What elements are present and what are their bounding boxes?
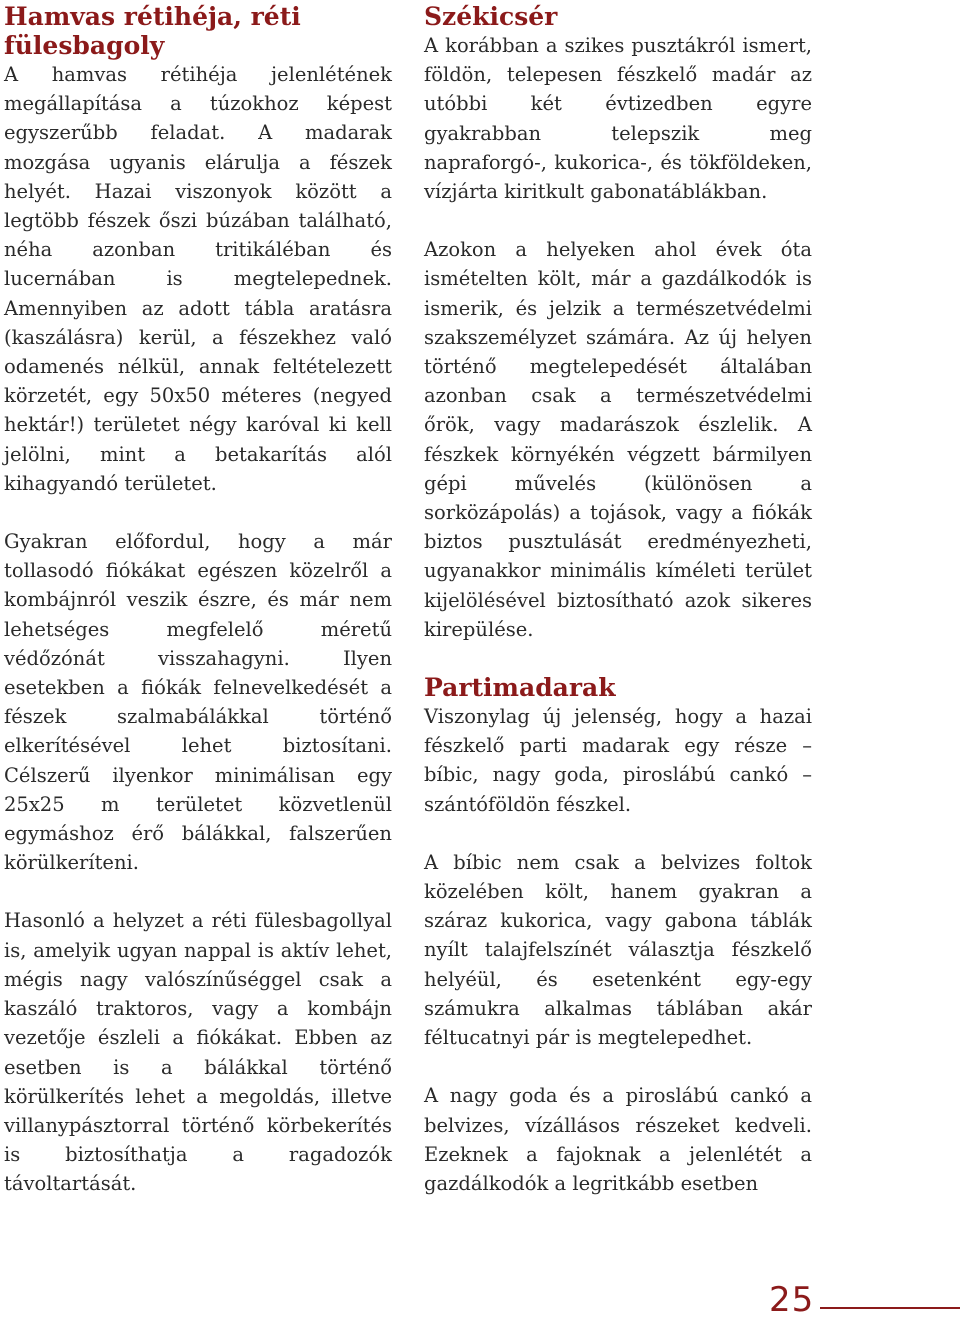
footer-rule	[820, 1307, 960, 1309]
paragraph: A bíbic nem csak a belvizes foltok közelében költ, hanem gyakran a száraz kukorica, vagy gabona táblák nyílt talajfelszínét választja fészkelő helyéül, és esetenként egy-egy számukra alkalmas táblában akár féltucatnyi pár is megtelepedhet.	[424, 850, 812, 1050]
paragraph: Azokon a helyeken ahol évek óta ismételten költ, már a gazdálkodók is ismerik, és jelzik a természetvédelmi szakszemélyzet számára. Az új helyen történő megtelepedését általában azonban csak a természetvédelmi őrök, vagy madarászok észlelik. A fészkek környékén végzett bármilyen gépi művelés (különösen a sorközápolás) a tojások, vagy a fiókák biztos pusztulását eredményezheti, ugyanakkor minimális kíméleti terület kijelölésével biztosítható azok sikeres kirepülése.	[424, 238, 812, 641]
section-heading-hamvas-retiheja: Hamvas rétihéja, réti fülesbagoly	[4, 2, 301, 60]
paragraph: Hasonló a helyzet a réti fülesbagollyal is, amelyik ugyan nappal is aktív lehet, mégis nagy valószínűséggel csak a kaszáló traktoros, vagy a kombájn vezetője észleli a fiókákat. Ebben az esetben is a bálákkal történő körülkerítés lehet a megoldás, illetve villanypásztorral történő körbekerítés is biztosíthatja a ragadozók távoltartását.	[4, 909, 392, 1196]
paragraph: A nagy goda és a piroslábú cankó a belvizes, vízállásos részeket kedveli. Ezeknek a fajoknak a jelenlétét a gazdálkodók a legritkább esetben	[424, 1084, 812, 1195]
paragraph: A korábban a szikes pusztákról ismert, földön, telepesen fészkelő madár az utóbbi két évtizedben egyre gyakrabban telepszik meg napraforgó-, kukorica-, és tökföldeken, vízjárta kiritkult gabonatáblákban.	[424, 34, 812, 204]
paragraph: Viszonylag új jelenség, hogy a hazai fészkelő parti madarak egy része – bíbic, nagy goda, piroslábú cankó – szántóföldön fészkel.	[424, 705, 812, 816]
paragraph: Gyakran előfordul, hogy a már tollasodó fiókákat egészen közelről a kombájnról veszik észre, és már nem lehetséges megfelelő méretű védőzónát visszahagyni. Ilyen esetekben a fiókák felnevelkedését a fészek szalmabálákkal történő elkerítésével lehet biztosítani. Célszerű ilyenkor minimálisan egy 25x25 m területet közvetlenül egymáshoz érő bálákkal, falszerűen körülkeríteni.	[4, 530, 392, 875]
section-heading-szekicser: Székicsér	[424, 2, 558, 31]
paragraph: A hamvas rétihéja jelenlétének megállapítása a túzokhoz képest egyszerűbb feladat. A madarak mozgása ugyanis elárulja a fészek helyét. Hazai viszonyok között a legtöbb fészek őszi búzában található, néha azonban tritikáléban és lucernában is megtelepednek. Amennyiben az adott tábla aratásra (kaszálásra) kerül, a fészekhez való odamenés nélkül, annak feltételezett körzetét, egy 50x50 méteres (negyed hektár!) területet négy karóval ki kell jelölni, mint a betakarítás alól kihagyandó területet.	[4, 63, 392, 495]
page-number: 25	[769, 1280, 815, 1320]
right-column	[424, 2, 812, 1227]
section-heading-partimadarak: Partimadarak	[424, 673, 616, 703]
left-column	[4, 2, 392, 1228]
